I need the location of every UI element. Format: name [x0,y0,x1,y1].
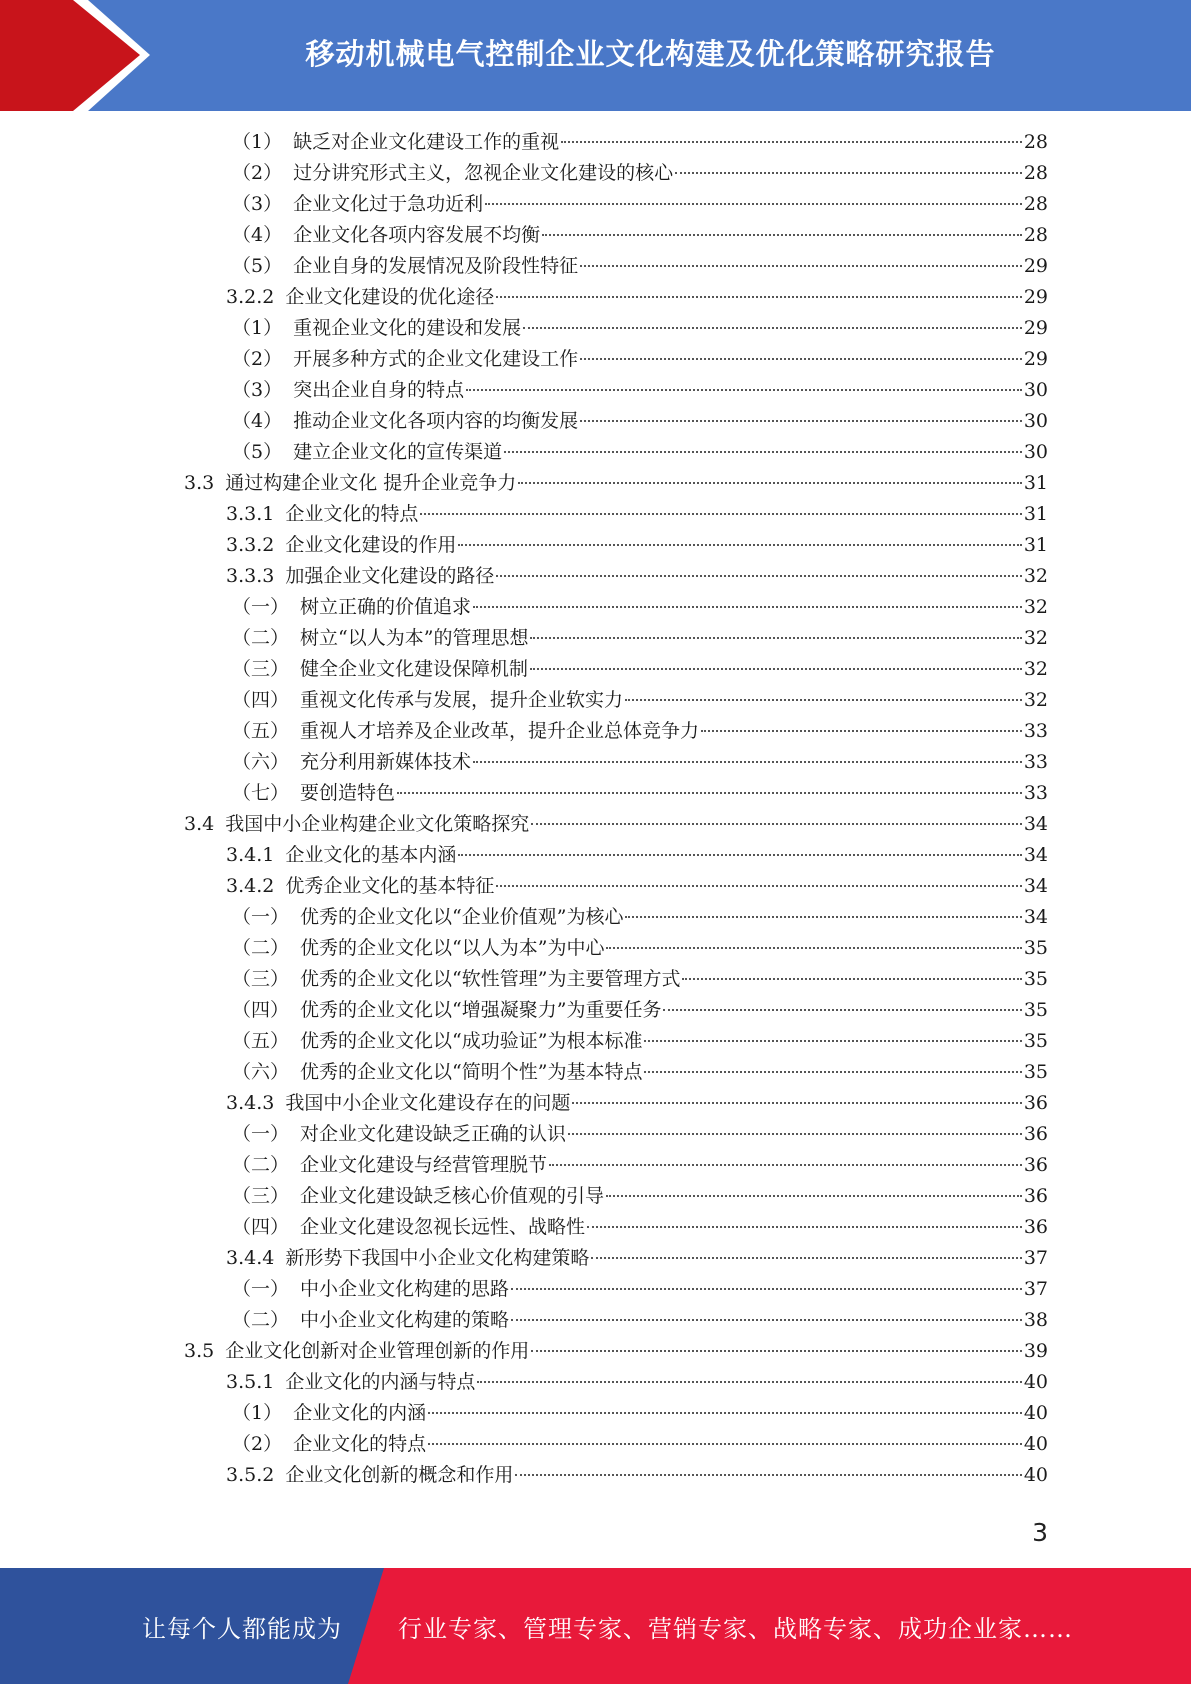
toc-entry-number: （5） [232,441,283,463]
toc-entry-page: 35 [1023,1030,1048,1052]
toc-entry[interactable] [0,1088,1048,1119]
toc-entry-page: 33 [1023,782,1048,804]
toc-entry[interactable] [0,1305,1048,1336]
toc-entry-page: 33 [1023,720,1048,742]
toc-entry-page: 28 [1023,193,1048,215]
toc-dot-leader [511,1319,1022,1321]
toc-entry-number: （三） [232,1185,290,1207]
toc-entry-title: 企业文化创新的概念和作用 [285,1464,514,1486]
toc-entry[interactable] [0,1460,1048,1491]
footer-slogan-list: 行业专家、管理专家、营销专家、战略专家、成功企业家…… [398,1614,1073,1643]
toc-entry[interactable] [0,654,1048,685]
toc-dot-leader [515,1474,1021,1476]
toc-dot-leader [530,668,1022,670]
toc-entry-number: （一） [232,1278,290,1300]
toc-entry[interactable] [0,840,1048,871]
toc-entry-number: 3.4.3 [226,1092,275,1114]
toc-entry[interactable] [0,561,1048,592]
toc-dot-leader [682,978,1021,980]
footer-slogan-lead: 让每个人都能成为 [142,1614,342,1643]
toc-entry[interactable] [0,220,1048,251]
toc-entry[interactable] [0,1150,1048,1181]
toc-entry-number: 3.4.2 [226,875,275,897]
toc-entry-page: 40 [1023,1433,1048,1455]
toc-entry-title: 充分利用新媒体技术 [300,751,472,773]
toc-dot-leader [511,1288,1022,1290]
toc-entry-page: 33 [1023,751,1048,773]
toc-entry-page: 32 [1023,658,1048,680]
toc-entry[interactable] [0,189,1048,220]
toc-entry[interactable] [0,592,1048,623]
toc-entry-page: 34 [1023,906,1048,928]
toc-entry-number: （四） [232,999,290,1021]
toc-entry-title: 推动企业文化各项内容的均衡发展 [293,410,579,432]
toc-entry-number: （四） [232,689,290,711]
toc-entry[interactable] [0,902,1048,933]
toc-entry-page: 29 [1023,286,1048,308]
toc-entry[interactable] [0,778,1048,809]
toc-entry[interactable] [0,127,1048,158]
toc-entry-number: （二） [232,1309,290,1331]
toc-entry-title: 企业文化建设与经营管理脱节 [300,1154,548,1176]
toc-entry-title: 中小企业文化构建的思路 [300,1278,510,1300]
toc-entry[interactable] [0,437,1048,468]
toc-entry-title: 优秀的企业文化以“成功验证”为根本标准 [300,1030,643,1052]
toc-entry-page: 40 [1023,1402,1048,1424]
toc-dot-leader [466,389,1022,391]
toc-dot-leader [644,1071,1021,1073]
toc-dot-leader [485,203,1022,205]
toc-entry[interactable] [0,809,1048,840]
toc-entry-page: 30 [1023,441,1048,463]
toc-entry-page: 37 [1023,1278,1048,1300]
toc-entry[interactable] [0,1398,1048,1429]
toc-dot-leader [523,327,1022,329]
toc-entry[interactable] [0,282,1048,313]
toc-entry-page: 29 [1023,255,1048,277]
toc-entry-page: 35 [1023,999,1048,1021]
toc-entry-title: 企业文化建设缺乏核心价值观的引导 [300,1185,605,1207]
toc-dot-leader [549,1164,1022,1166]
toc-entry-number: （3） [232,379,283,401]
toc-entry[interactable] [0,499,1048,530]
toc-entry[interactable] [0,1274,1048,1305]
toc-entry-number: （2） [232,1433,283,1455]
toc-entry-title: 建立企业文化的宣传渠道 [293,441,503,463]
toc-dot-leader [428,1412,1022,1414]
toc-entry-title: 企业文化的特点 [293,1433,427,1455]
toc-entry[interactable] [0,995,1048,1026]
toc-entry-number: （二） [232,937,290,959]
toc-dot-leader [580,420,1022,422]
toc-entry-number: （2） [232,162,283,184]
toc-entry[interactable] [0,1367,1048,1398]
toc-entry-title: 对企业文化建设缺乏正确的认识 [300,1123,567,1145]
report-title: 移动机械电气控制企业文化构建及优化策略研究报告 [305,36,996,71]
toc-entry-page: 35 [1023,1061,1048,1083]
toc-entry-number: （4） [232,224,283,246]
toc-entry[interactable] [0,1336,1048,1367]
toc-dot-leader [625,699,1022,701]
toc-entry-page: 36 [1023,1216,1048,1238]
toc-entry[interactable] [0,1243,1048,1274]
toc-entry[interactable] [0,623,1048,654]
toc-dot-leader [572,1102,1021,1104]
toc-entry-number: （4） [232,410,283,432]
toc-entry[interactable] [0,344,1048,375]
toc-entry[interactable] [0,406,1048,437]
toc-entry-title: 重视企业文化的建设和发展 [293,317,522,339]
toc-entry-title: 优秀企业文化的基本特征 [285,875,495,897]
toc-entry-number: 3.3.1 [226,503,275,525]
toc-entry[interactable] [0,1212,1048,1243]
toc-entry-number: 3.3.2 [226,534,275,556]
toc-entry-number: （七） [232,782,290,804]
toc-entry-title: 企业文化建设忽视长远性、战略性 [300,1216,586,1238]
toc-entry-title: 企业自身的发展情况及阶段性特征 [293,255,579,277]
toc-entry-title: 树立“以人为本”的管理思想 [300,627,529,649]
page-header [0,0,1191,111]
toc-entry-title: 优秀的企业文化以“增强凝聚力”为重要任务 [300,999,662,1021]
toc-dot-leader [561,141,1022,143]
toc-entry-title: 优秀的企业文化以“企业价值观”为核心 [300,906,624,928]
toc-entry[interactable] [0,871,1048,902]
toc-entry-title: 加强企业文化建设的路径 [285,565,495,587]
toc-entry-page: 36 [1023,1123,1048,1145]
toc-entry-title: 优秀的企业文化以“以人为本”为中心 [300,937,605,959]
toc-entry-page: 29 [1023,348,1048,370]
toc-entry[interactable] [0,716,1048,747]
toc-entry-number: （一） [232,906,290,928]
toc-dot-leader [504,451,1022,453]
toc-dot-leader [477,1381,1021,1383]
toc-entry-page: 34 [1023,813,1048,835]
toc-entry[interactable] [0,530,1048,561]
toc-entry-number: 3.4 [184,813,215,835]
toc-entry-title: 中小企业文化构建的策略 [300,1309,510,1331]
toc-entry[interactable] [0,158,1048,189]
toc-dot-leader [531,1350,1022,1352]
toc-entry-page: 32 [1023,627,1048,649]
toc-entry-title: 企业文化的内涵与特点 [285,1371,476,1393]
toc-entry-number: 3.3.3 [226,565,275,587]
toc-entry-page: 35 [1023,968,1048,990]
toc-entry-title: 树立正确的价值追求 [300,596,472,618]
toc-dot-leader [675,172,1022,174]
toc-entry[interactable] [0,251,1048,282]
toc-dot-leader [587,1226,1022,1228]
toc-dot-leader [530,637,1021,639]
toc-entry[interactable] [0,747,1048,778]
toc-entry[interactable] [0,1057,1048,1088]
toc-entry[interactable] [0,964,1048,995]
toc-dot-leader [542,234,1022,236]
toc-entry-title: 企业文化各项内容发展不均衡 [293,224,541,246]
toc-entry-page: 28 [1023,131,1048,153]
toc-entry-title: 优秀的企业文化以“软性管理”为主要管理方式 [300,968,681,990]
toc-dot-leader [663,1009,1021,1011]
toc-entry[interactable] [0,1119,1048,1150]
toc-entry-number: （二） [232,627,290,649]
toc-entry[interactable] [0,685,1048,716]
toc-entry-title: 新形势下我国中小企业文化构建策略 [285,1247,590,1269]
toc-dot-leader [531,823,1022,825]
header-red-chevron [0,0,140,111]
toc-entry-number: （三） [232,968,290,990]
toc-entry-title: 重视文化传承与发展，提升企业软实力 [300,689,624,711]
toc-dot-leader [420,513,1021,515]
toc-entry-number: （5） [232,255,283,277]
toc-entry-page: 30 [1023,379,1048,401]
toc-entry-page: 39 [1023,1340,1048,1362]
toc-entry-title: 优秀的企业文化以“简明个性”为基本特点 [300,1061,643,1083]
toc-entry-title: 通过构建企业文化 提升企业竞争力 [225,472,517,494]
toc-entry-title: 我国中小企业文化建设存在的问题 [285,1092,571,1114]
toc-dot-leader [606,947,1021,949]
toc-entry-title: 企业文化过于急功近利 [293,193,484,215]
toc-entry-title: 企业文化建设的优化途径 [285,286,495,308]
toc-entry[interactable] [0,1429,1048,1460]
toc-entry-page: 31 [1023,534,1048,556]
toc-entry-number: （1） [232,1402,283,1424]
toc-entry-number: （1） [232,317,283,339]
toc-entry-page: 32 [1023,565,1048,587]
toc-entry-title: 企业文化的基本内涵 [285,844,457,866]
toc-entry-number: 3.4.4 [226,1247,275,1269]
toc-entry-number: （五） [232,720,290,742]
toc-dot-leader [473,606,1022,608]
toc-entry-title: 健全企业文化建设保障机制 [300,658,529,680]
toc-entry-number: （三） [232,658,290,680]
toc-entry-page: 28 [1023,224,1048,246]
toc-entry-number: 3.5.1 [226,1371,275,1393]
toc-entry-page: 29 [1023,317,1048,339]
toc-dot-leader [568,1133,1022,1135]
page-number: 3 [1032,1518,1048,1547]
toc-entry[interactable] [0,1026,1048,1057]
toc-dot-leader [397,792,1022,794]
toc-entry[interactable] [0,375,1048,406]
toc-dot-leader [701,730,1022,732]
toc-entry-title: 企业文化的特点 [285,503,419,525]
toc-entry-title: 企业文化创新对企业管理创新的作用 [225,1340,530,1362]
toc-entry-page: 28 [1023,162,1048,184]
toc-dot-leader [496,575,1021,577]
toc-dot-leader [625,916,1021,918]
toc-entry-page: 34 [1023,875,1048,897]
toc-entry-page: 36 [1023,1154,1048,1176]
toc-entry-page: 31 [1023,503,1048,525]
toc-entry-number: （2） [232,348,283,370]
toc-entry-number: 3.5.2 [226,1464,275,1486]
toc-dot-leader [644,1040,1021,1042]
toc-entry-title: 企业文化的内涵 [293,1402,427,1424]
toc-entry-number: （二） [232,1154,290,1176]
toc-entry-page: 34 [1023,844,1048,866]
toc-entry-page: 35 [1023,937,1048,959]
toc-entry-title: 我国中小企业构建企业文化策略探究 [225,813,530,835]
toc-entry-title: 企业文化建设的作用 [285,534,457,556]
toc-entry-page: 40 [1023,1464,1048,1486]
toc-entry-number: 3.5 [184,1340,215,1362]
toc-entry[interactable] [0,933,1048,964]
toc-dot-leader [458,854,1021,856]
toc-entry-number: （3） [232,193,283,215]
toc-dot-leader [428,1443,1022,1445]
toc-dot-leader [496,296,1021,298]
toc-entry-number: （1） [232,131,283,153]
toc-entry-title: 要创造特色 [300,782,396,804]
toc-entry-title: 开展多种方式的企业文化建设工作 [293,348,579,370]
toc-entry-number: （六） [232,1061,290,1083]
toc-entry-page: 40 [1023,1371,1048,1393]
toc-entry-number: （一） [232,1123,290,1145]
toc-entry[interactable] [0,1181,1048,1212]
toc-dot-leader [606,1195,1022,1197]
toc-entry[interactable] [0,468,1048,499]
toc-entry-number: （一） [232,596,290,618]
toc-entry-title: 缺乏对企业文化建设工作的重视 [293,131,560,153]
toc-entry-number: 3.3 [184,472,215,494]
toc-entry-title: 重视人才培养及企业改革，提升企业总体竞争力 [300,720,700,742]
toc-entry-page: 32 [1023,689,1048,711]
toc-dot-leader [580,265,1022,267]
toc-entry-page: 30 [1023,410,1048,432]
toc-entry-number: 3.4.1 [226,844,275,866]
toc-entry-number: 3.2.2 [226,286,275,308]
toc-dot-leader [458,544,1021,546]
toc-entry-number: （五） [232,1030,290,1052]
toc-dot-leader [473,761,1022,763]
toc-entry-page: 37 [1023,1247,1048,1269]
toc-entry-title: 过分讲究形式主义，忽视企业文化建设的核心 [293,162,674,184]
toc-entry-number: （六） [232,751,290,773]
toc-entry-number: （四） [232,1216,290,1238]
toc-entry[interactable] [0,313,1048,344]
toc-dot-leader [580,358,1022,360]
toc-entry-page: 36 [1023,1185,1048,1207]
toc-entry-title: 突出企业自身的特点 [293,379,465,401]
page-footer [0,1568,1191,1684]
toc-entry-page: 31 [1023,472,1048,494]
toc-dot-leader [518,482,1022,484]
toc-entry-page: 32 [1023,596,1048,618]
toc-dot-leader [496,885,1021,887]
toc-entry-page: 38 [1023,1309,1048,1331]
toc-dot-leader [591,1257,1021,1259]
toc-entry-page: 36 [1023,1092,1048,1114]
